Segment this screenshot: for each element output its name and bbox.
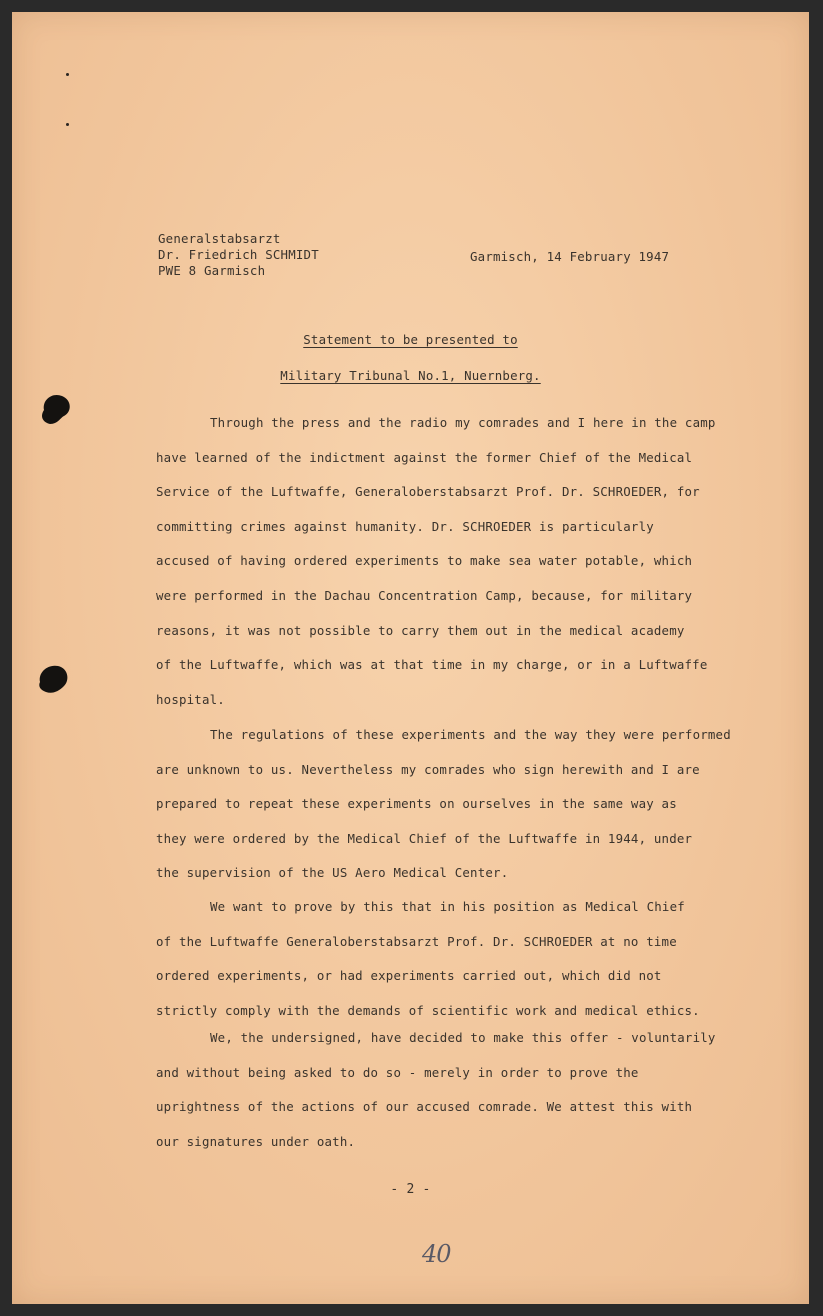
text-line: prepared to repeat these experiments on ourselves in the same way as [156,796,677,812]
sender-rank: Generalstabsarzt [158,231,281,246]
text-line: the supervision of the US Aero Medical Center. [156,865,509,881]
margin-dot [66,73,69,76]
page-number: - 2 - [390,1182,431,1197]
text-line: uprightness of the actions of our accused comrade. We attest this with [156,1099,693,1115]
text-line: reasons, it was not possible to carry them out in the medical academy [156,622,685,638]
text-line: our signatures under oath. [156,1133,356,1149]
paragraph-2 [156,718,756,891]
text-line: and without being asked to do so - merely in order to prove the [156,1064,639,1080]
title-line-1 [12,332,809,347]
text-line: accused of having ordered experiments to make sea water potable, which [156,553,693,569]
text-line: Service of the Luftwaffe, Generaloberstabsarzt Prof. Dr. SCHROEDER, for [156,484,700,500]
sender-block [158,231,319,279]
text-line: strictly comply with the demands of scientific work and medical ethics. [156,1002,700,1018]
document-page [12,12,809,1304]
text-line: We want to prove by this that in his position as Medical Chief [210,899,685,914]
punch-hole-top [36,388,76,428]
sender-location: PWE 8 Garmisch [158,263,266,278]
text-line: are unknown to us. Nevertheless my comrades who sign herewith and I are [156,761,700,777]
text-line: hospital. [156,691,225,707]
text-line: We, the undersigned, have decided to make this offer - voluntarily [210,1030,716,1045]
text-line: of the Luftwaffe, which was at that time in my charge, or in a Luftwaffe [156,657,708,673]
margin-dot [66,123,69,126]
text-line: have learned of the indictment against the former Chief of the Medical [156,449,693,465]
paragraph-1 [156,406,756,717]
paragraph-3 [156,890,756,1028]
title-line-2 [12,368,809,383]
punch-hole-bottom [34,658,74,698]
dateline: Garmisch, 14 February 1947 [470,249,670,264]
handwritten-page-number: 40 [422,1240,451,1268]
title-text-2: Military Tribunal No.1, Nuernberg. [280,368,541,383]
text-line: were performed in the Dachau Concentration Camp, because, for military [156,587,693,603]
title-text-1: Statement to be presented to [303,332,518,347]
sender-name: Dr. Friedrich SCHMIDT [158,247,319,262]
text-line: The regulations of these experiments and the way they were performed [210,727,731,742]
text-line: committing crimes against humanity. Dr. SCHROEDER is particularly [156,518,654,534]
paragraph-4 [156,1021,756,1159]
text-line: they were ordered by the Medical Chief of the Luftwaffe in 1944, under [156,830,693,846]
text-line: Through the press and the radio my comrades and I here in the camp [210,415,716,430]
text-line: ordered experiments, or had experiments carried out, which did not [156,968,662,984]
text-line: of the Luftwaffe Generaloberstabsarzt Prof. Dr. SCHROEDER at no time [156,933,677,949]
